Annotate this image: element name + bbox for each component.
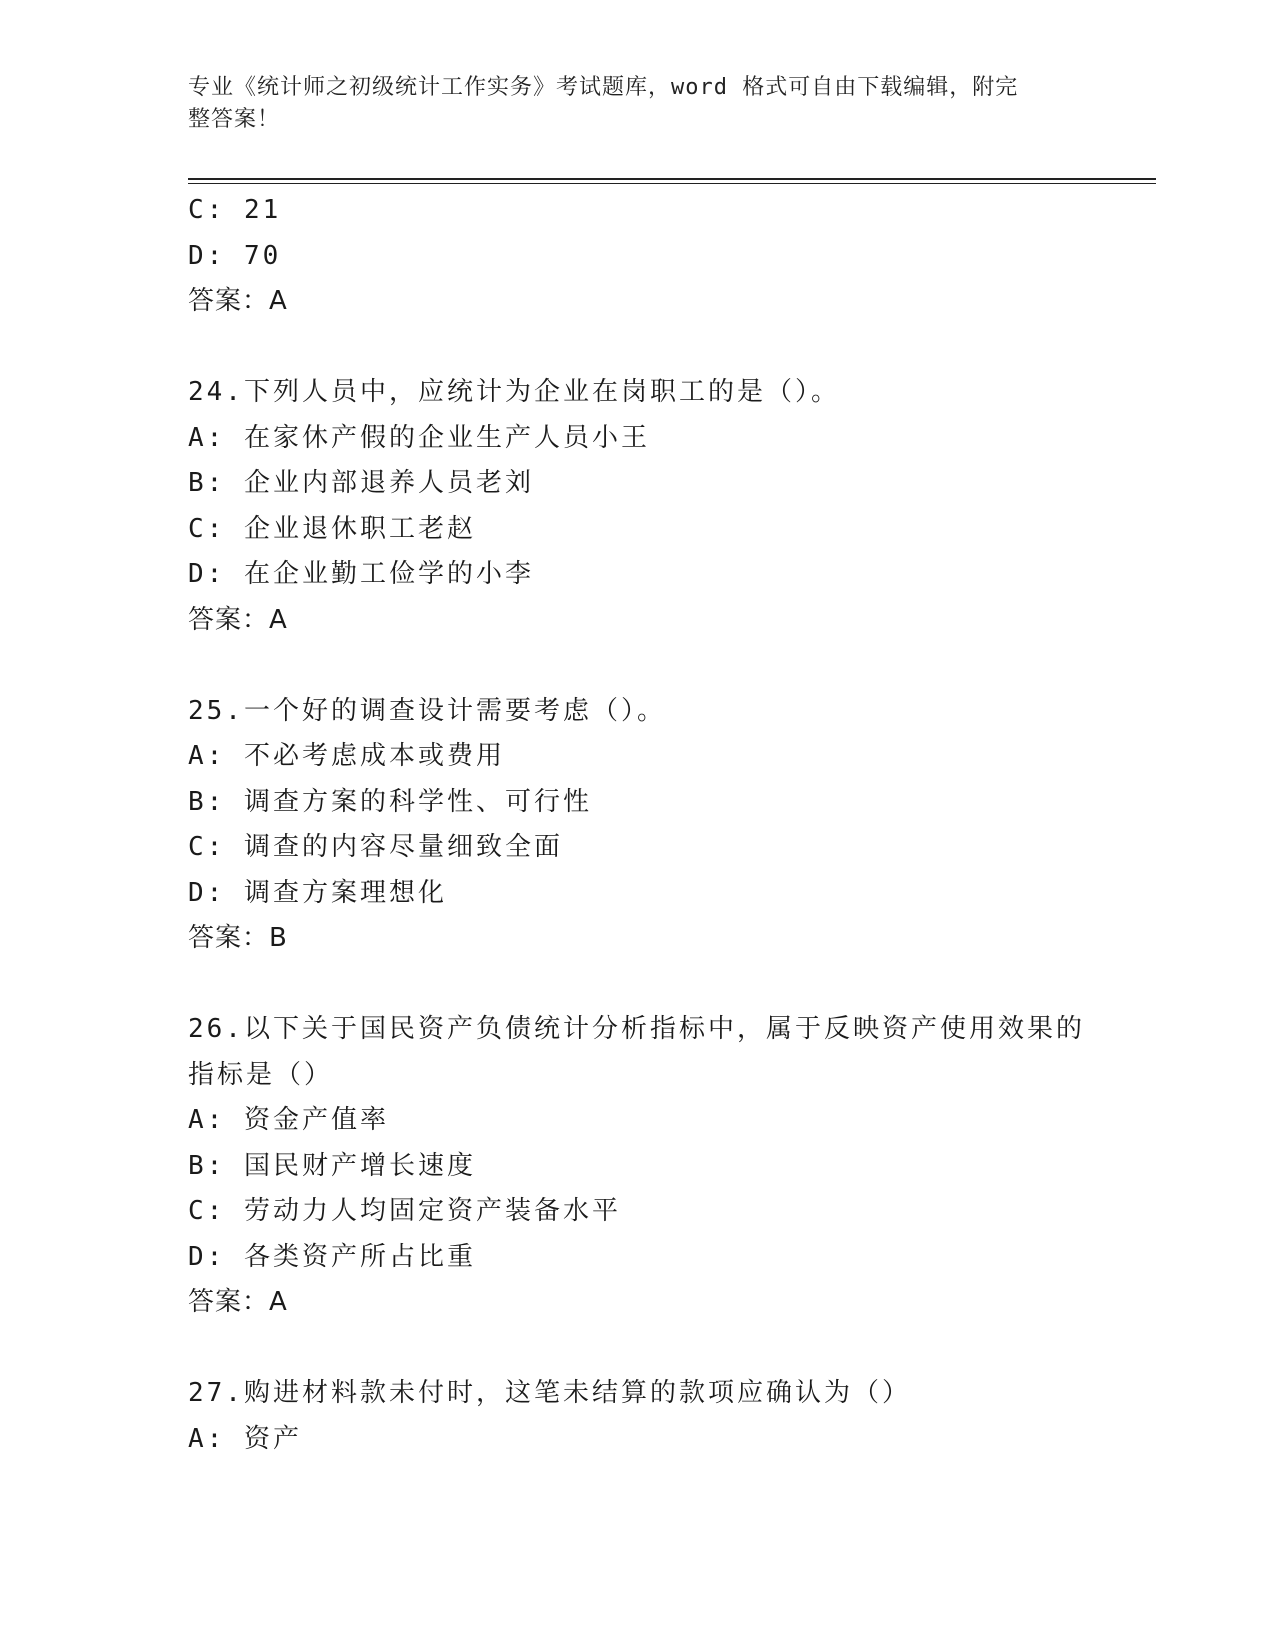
- option-b: B: 企业内部退养人员老刘: [188, 468, 534, 498]
- option-b: B: 调查方案的科学性、可行性: [188, 786, 592, 817]
- question-26-continued: 指标是（）: [188, 1059, 334, 1090]
- spacer: [188, 1326, 1128, 1372]
- answer: 答案：A: [188, 286, 288, 316]
- header-divider-thick: [188, 178, 1156, 180]
- answer: 答案：A: [188, 1287, 288, 1317]
- question-list: [188, 188, 1128, 1462]
- question-25: 25.一个好的调查设计需要考虑（）。: [188, 695, 666, 726]
- option-d: D: 各类资产所占比重: [188, 1241, 476, 1272]
- answer: 答案：A: [188, 604, 288, 635]
- option-d: D: 70: [188, 240, 282, 271]
- header-line-1: 专业《统计师之初级统计工作实务》考试题库，word 格式可自由下载编辑，附完: [188, 75, 1019, 100]
- answer: 答案：B: [188, 923, 288, 953]
- question-24: 24.下列人员中，应统计为企业在岗职工的是（）。: [188, 377, 840, 407]
- option-a: A: 资金产值率: [188, 1105, 389, 1135]
- option-a: A: 在家休产假的企业生产人员小王: [188, 422, 650, 453]
- spacer: [188, 962, 1128, 1008]
- option-c: C: 21: [188, 195, 282, 225]
- option-d: D: 在企业勤工俭学的小李: [188, 559, 534, 589]
- option-c: C: 企业退休职工老赵: [188, 513, 476, 544]
- option-c: C: 调查的内容尽量细致全面: [188, 832, 563, 862]
- spacer: [188, 325, 1128, 371]
- option-c: C: 劳动力人均固定资产装备水平: [188, 1196, 621, 1226]
- header-line-2: 整答案！: [188, 107, 281, 132]
- option-b: B: 国民财产增长速度: [188, 1150, 476, 1181]
- option-a: A: 不必考虑成本或费用: [188, 741, 505, 771]
- option-a: A: 资产: [188, 1423, 302, 1454]
- document-header: [188, 72, 1088, 136]
- question-27: 27.购进材料款未付时，这笔未结算的款项应确认为（）: [188, 1378, 911, 1408]
- question-26: 26.以下关于国民资产负债统计分析指标中，属于反映资产使用效果的: [188, 1014, 1085, 1044]
- option-d: D: 调查方案理想化: [188, 877, 447, 908]
- header-divider-thin: [188, 183, 1156, 184]
- spacer: [188, 643, 1128, 689]
